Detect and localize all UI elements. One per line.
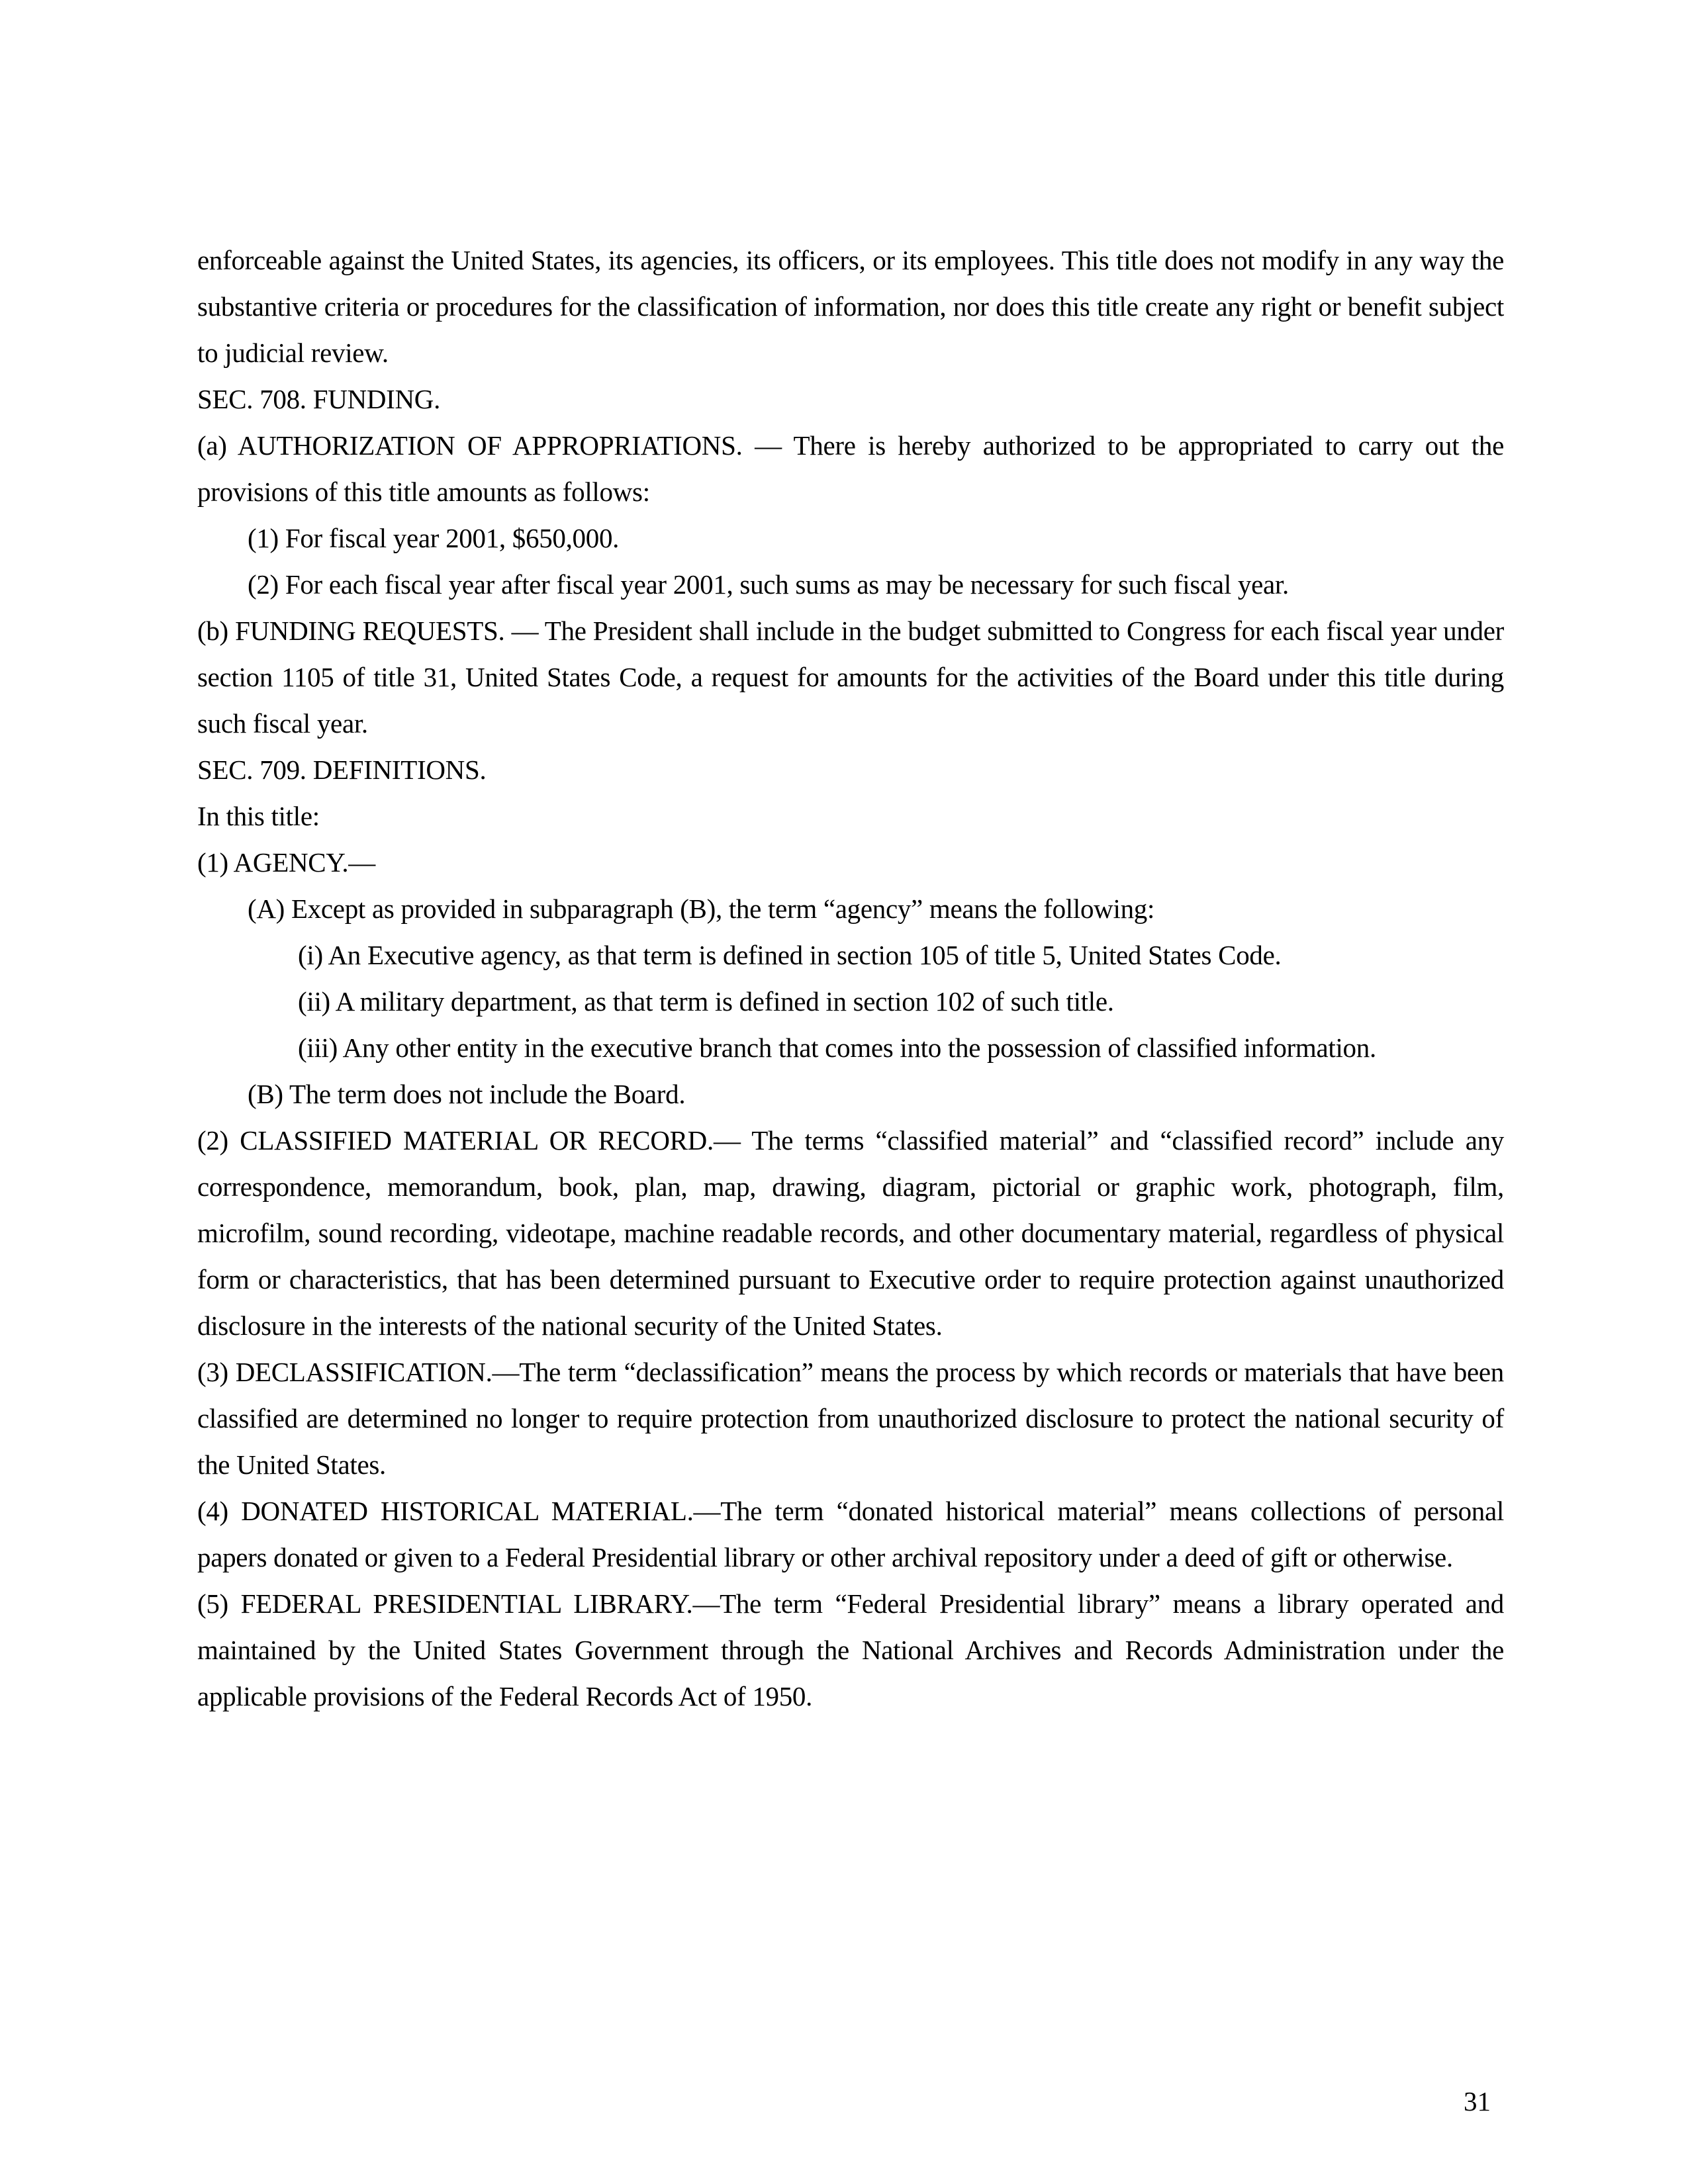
paragraph-authorization-of-appropriations: (a) AUTHORIZATION OF APPROPRIATIONS. — There is hereby authorized to be appropriated to carry out the provisions of this title amounts as follows: bbox=[197, 430, 1504, 507]
page-number: 31 bbox=[1464, 2086, 1491, 2116]
item-after-fiscal-year-2001: (2) For each fiscal year after fiscal year 2001, such sums as may be necessary for such fiscal year. bbox=[248, 569, 1289, 600]
subparagraph-b-board-exclusion: (B) The term does not include the Board. bbox=[248, 1079, 686, 1109]
clause-iii-other-entity: (iii) Any other entity in the executive branch that comes into the possession of classified information. bbox=[298, 1032, 1376, 1063]
item-fiscal-year-2001: (1) For fiscal year 2001, $650,000. bbox=[248, 523, 620, 553]
clause-ii-military-department: (ii) A military department, as that term is defined in section 102 of such title. bbox=[298, 986, 1114, 1017]
clause-i-executive-agency: (i) An Executive agency, as that term is defined in section 105 of title 5, United States Code. bbox=[298, 940, 1282, 970]
paragraph-enforceability: enforceable against the United States, its agencies, its officers, or its employees. This title does not modify in any way the substantive criteria or procedures for the classification of information, nor does this title create any right or benefit subject to judicial review. bbox=[197, 245, 1504, 368]
definition-declassification: (3) DECLASSIFICATION.—The term “declassification” means the process by which records or materials that have been classified are determined no longer to require protection from unauthorized disclosure to protect the national security of the United States. bbox=[197, 1357, 1504, 1480]
definition-donated-historical-material: (4) DONATED HISTORICAL MATERIAL.—The term “donated historical material” means collections of personal papers donated or given to a Federal Presidential library or other archival repository under a deed of gift or otherwise. bbox=[197, 1496, 1504, 1572]
definition-classified-material-or-record: (2) CLASSIFIED MATERIAL OR RECORD.— The terms “classified material” and “classified record” include any correspondence, memorandum, book, plan, map, drawing, diagram, pictorial or graphic work, photograph, film, microfilm, sound recording, videotape, machine readable records, and other documentary material, regardless of physical form or characteristics, that has been determined pursuant to Executive order to require protection against unauthorized disclosure in the interests of the national security of the United States. bbox=[197, 1125, 1504, 1341]
section-heading-709: SEC. 709. DEFINITIONS. bbox=[197, 754, 487, 785]
definition-agency-heading: (1) AGENCY.— bbox=[197, 847, 375, 878]
paragraph-funding-requests: (b) FUNDING REQUESTS. — The President shall include in the budget submitted to Congress for each fiscal year under section 1105 of title 31, United States Code, a request for amounts for the activities of the Board under this title during such fiscal year. bbox=[197, 615, 1504, 739]
subparagraph-a-agency: (A) Except as provided in subparagraph (B), the term “agency” means the following: bbox=[248, 893, 1155, 924]
paragraph-in-this-title: In this title: bbox=[197, 801, 320, 831]
definition-federal-presidential-library: (5) FEDERAL PRESIDENTIAL LIBRARY.—The term “Federal Presidential library” means a library operated and maintained by the United States Government through the National Archives and Records Administration under the applicable provisions of the Federal Records Act of 1950. bbox=[197, 1588, 1504, 1711]
section-heading-708: SEC. 708. FUNDING. bbox=[197, 384, 441, 414]
